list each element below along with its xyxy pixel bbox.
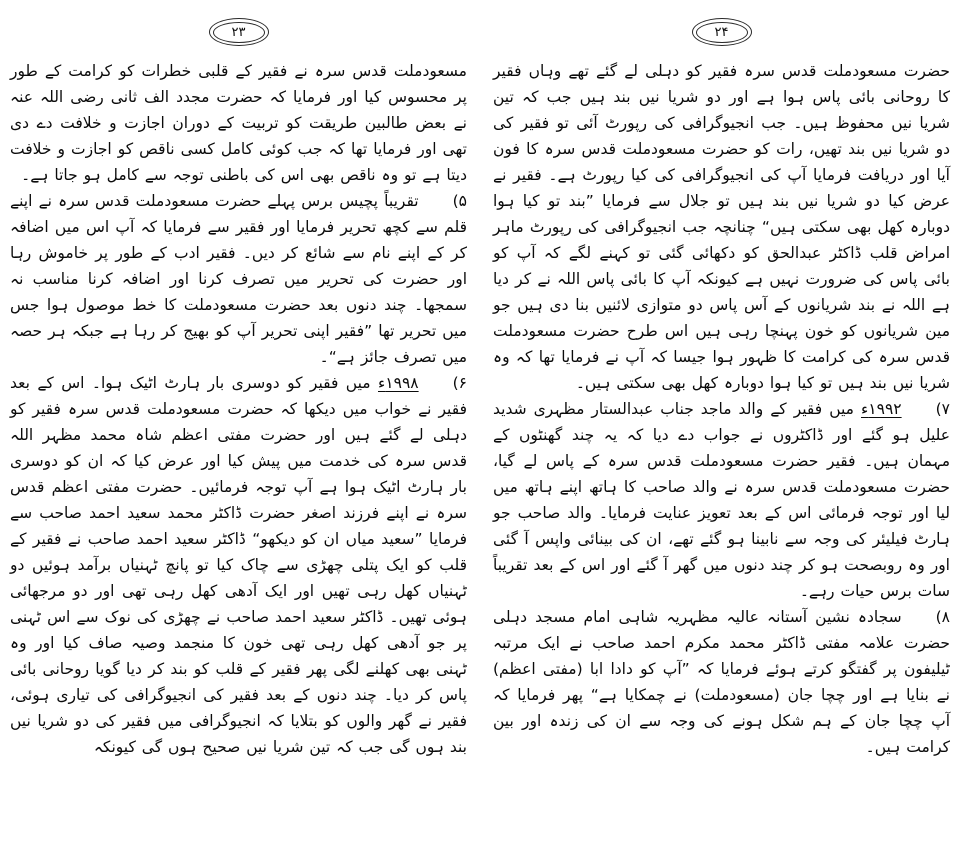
year-underlined: ۱۹۹۸ء [378, 374, 419, 392]
page-number: ۲۳ [213, 22, 265, 43]
paragraph-number: ۷) [935, 400, 950, 418]
page-number-badge [692, 18, 752, 46]
paragraph-number: ۸) [935, 608, 950, 626]
paragraph [493, 396, 950, 604]
paragraph-text: حضرت مسعودملت قدس سرہ فقیر کو دہلی لے گئے تھے وہاں فقیر کا روحانی بائی پاس ہوا ہے اور دو شریا نیں بند ہیں جب کہ تین شریا نیں محفوظ ہیں۔ جب انجیوگرافی کی رپورٹ آئی تو فقیر کی دو شریا نیں بند تھیں، رات کو حضرت مسعودملت قدس سرہ کا فون آیا اور دریافت فرمایا آپ کی انجیوگرافی کی کیا رپورٹ ہے۔ فقیر نے عرض کیا دو شریا نیں بند ہیں تو جلال سے فرمایا ”بند تو کیا ہوا دوبارہ کھل بھی سکتی ہیں“ چنانچہ جب انجیوگرافی کی رپورٹ ماہر امراض قلب ڈاکٹر عبدالحق کو دکھائی گئی تو کہنے لگے کہ آپ کو بائی پاس کی ضرورت نہیں ہے کیونکہ آپ کا بائی پاس اللہ نے کر دیا ہے اللہ نے بند شریانوں کے آس پاس دو متوازی لائنیں بنا دی ہیں جو مین شریانوں کو خون پہنچا رہی ہیں اس طرح حضرت مسعودملت قدس سرہ کی کرامت کا ظہور ہوا جیسا کہ آپ نے فرمایا تھا کہ وہ شریا نیں بند ہیں تو کیا ہوا دوبارہ کھل بھی سکتی ہیں۔ [493, 62, 950, 392]
page-number: ۲۴ [696, 22, 748, 43]
page-24-column [493, 8, 950, 856]
paragraph-text: میں فقیر کے والد ماجد جناب عبدالستار مظہری شدید علیل ہو گئے اور ڈاکٹروں نے جواب دے دیا کہ یہ چند گھنٹوں کے مہمان ہیں۔ فقیر حضرت مسعودملت قدس سرہ کے پاس لے گیا، حضرت مسعودملت قدس سرہ نے والد صاحب کا ہاتھ اپنے ہاتھ میں لیا اور توجہ فرمائی اس کے بعد تعویز عنایت فرمایا۔ والد صاحب جو ہارٹ فیلیئر کی وجہ سے نابینا ہو گئے تھے، ان کی بینائی واپس آ گئی اور وہ روبصحت ہو کر چند دنوں میں گھر آ گئے اور اس کے بعد تقریباً سات برس حیات رہے۔ [493, 400, 950, 600]
paragraph-number: ۶) [452, 374, 467, 392]
page-number-badge-24-wrap [493, 18, 950, 46]
page-23-text [10, 58, 467, 760]
paragraph [493, 58, 950, 396]
paragraph [10, 370, 467, 760]
page-23-column [10, 8, 467, 856]
page-number-badge-23-wrap [10, 18, 467, 46]
paragraph-text: تقریباً پچیس برس پہلے حضرت مسعودملت قدس سرہ نے اپنے قلم سے کچھ تحریر فرمایا اور فقیر سے فرمایا کہ آپ اس میں اضافہ کر کے اپنے نام سے شائع کر دیں۔ فقیر ادب کے طور پر خاموش رہا اور حضرت کی تحریر میں تصرف کرنا اور اضافہ کرنا مناسب نہ سمجھا۔ چند دنوں بعد حضرت مسعودملت کا خط موصول ہوا جس میں تحریر تھا ”فقیر اپنی تحریر آپ کو بھیج کر رہا ہے جبکہ ہر حصہ میں تصرف جائز ہے“۔ [10, 192, 467, 366]
paragraph-text: مسعودملت قدس سرہ نے فقیر کے قلبی خطرات کو کرامت کے طور پر محسوس کیا اور فرمایا کہ حضرت مجدد الف ثانی رضی اللہ عنہ نے بعض طالبین طریقت کو تربیت کے دوران اجازت و خلافت دے دی تھی اور فرمایا تھا کہ جب کوئی کامل کسی ناقص کو اجازت و خلافت دیتا ہے تو وہ ناقص بھی اس کی باطنی توجہ سے کامل ہو جاتا ہے۔ [10, 62, 467, 184]
year-underlined: ۱۹۹۲ء [861, 400, 902, 418]
page-24-text [493, 58, 950, 760]
paragraph-text: میں فقیر کو دوسری بار ہارٹ اٹیک ہوا۔ اس کے بعد فقیر نے خواب میں دیکھا کہ حضرت مسعودملت قدس سرہ فقیر کو دہلی لے گئے ہیں اور حضرت مفتی اعظم شاہ محمد مظہر اللہ قدس سرہ کی خدمت میں پیش کیا اور عرض کیا کہ ان کو دوسری بار ہارٹ اٹیک ہوا ہے آپ توجہ فرمائیں۔ حضرت مفتی اعظم قدس سرہ نے اپنے فرزند اصغر حضرت ڈاکٹر محمد سعید احمد صاحب سے فرمایا ”سعید میاں ان کو دیکھو“ ڈاکٹر سعید احمد صاحب نے فقیر کے قلب کو ایک پتلی چھڑی سے چاک کیا تو پانچ ٹہنیاں برآمد ہوئیں دو ٹہنیاں کھل رہی تھیں اور ایک آدھی کھل رہی تھی اور دو مرجھائی ہوئی تھیں۔ ڈاکٹر سعید احمد صاحب نے چھڑی کی نوک سے اس ٹہنی پر جو آدھی کھل رہی تھی خون کا منجمد وصیہ صاف کیا اور وہ ٹہنی بھی کھلنے لگی پھر فقیر کے قلب کو بند کر دیا گویا روحانی بائی پاس کر دیا۔ چند دنوں کے بعد فقیر کی انجیوگرافی کی تیاری ہوئی، فقیر نے گھر والوں کو بتلایا کہ انجیوگرافی میں فقیر کی دو شریا نیں بند ہوں گی جب کہ تین شریا نیں صحیح ہوں گی کیونکہ [10, 374, 467, 756]
paragraph [10, 58, 467, 188]
paragraph [10, 188, 467, 370]
paragraph-number: ۵) [452, 192, 467, 210]
paragraph [493, 604, 950, 760]
paragraph-text: سجادہ نشین آستانہ عالیہ مظہریہ شاہی امام مسجد دہلی حضرت علامہ مفتی ڈاکٹر محمد مکرم احمد صاحب نے ایک مرتبہ ٹیلیفون پر گفتگو کرتے ہوئے فرمایا کہ ”آپ کو دادا ابا (مفتی اعظم) نے بنایا ہے اور چچا جان (مسعودملت) نے چمکایا ہے“ پھر فرمایا کہ آپ چچا جان کے ہم شکل ہونے کی وجہ سے ان کی زندہ اور بین کرامت ہیں۔ [493, 608, 950, 756]
page-number-badge [209, 18, 269, 46]
